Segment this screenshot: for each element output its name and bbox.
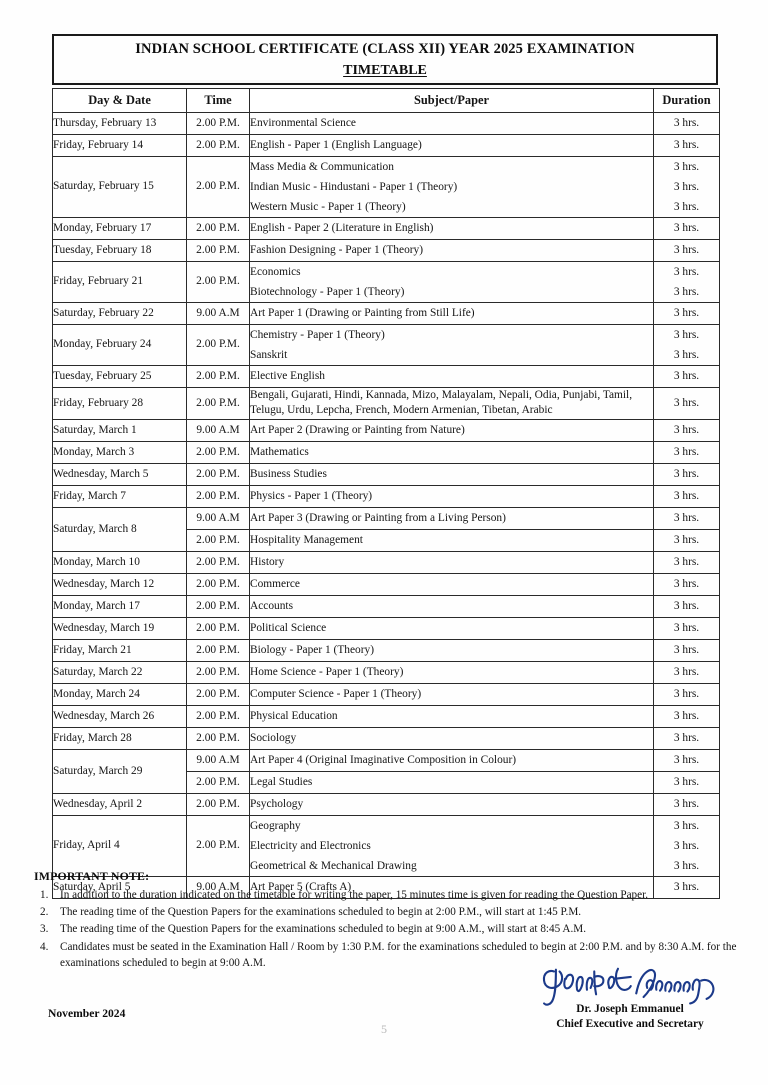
important-note-heading: IMPORTANT NOTE:: [34, 869, 150, 883]
cell-duration: 3 hrs.: [654, 595, 720, 617]
cell-time: 2.00 P.M.: [187, 463, 250, 485]
subject-line: Geography: [250, 819, 301, 832]
cell-time: 2.00 P.M.: [187, 529, 250, 551]
cell-subject: Physical Education: [250, 705, 654, 727]
cell-duration: 3 hrs.: [654, 793, 720, 815]
cell-subject: English - Paper 1 (English Language): [250, 135, 654, 157]
subject-line: Indian Music - Hindustani - Paper 1 (Theory): [250, 181, 458, 193]
table-row: [53, 639, 720, 661]
column-header-day: Day & Date: [53, 89, 187, 113]
note-text: Candidates must be seated in the Examination Hall / Room by 1:30 P.M. for the examinations scheduled to begin at 2:00 P.M. and by 8:30 A.M. for the examinations scheduled to begin at 9:00 A.M.: [60, 940, 737, 969]
cell-duration: 3 hrs.: [654, 135, 720, 157]
cell-day-date: Tuesday, February 18: [53, 240, 187, 262]
table-body: [53, 113, 720, 899]
cell-day-date: Wednesday, March 19: [53, 617, 187, 639]
table-row: [53, 218, 720, 240]
cell-time: 9.00 A.M: [187, 507, 250, 529]
table-row: [53, 793, 720, 815]
duration-line: 3 hrs.: [673, 349, 700, 361]
duration-line: 3 hrs.: [673, 329, 700, 341]
table-row: [53, 325, 720, 366]
important-note-section: [34, 869, 738, 972]
cell-time: 2.00 P.M.: [187, 388, 250, 420]
cell-subject: English - Paper 2 (Literature in English): [250, 218, 654, 240]
column-header-duration: Duration: [654, 89, 720, 113]
table-row: [53, 463, 720, 485]
cell-time: 2.00 P.M.: [187, 218, 250, 240]
cell-duration: 3 hrs.: [654, 463, 720, 485]
cell-duration: 3 hrs.: [654, 661, 720, 683]
cell-day-date: Friday, April 4: [53, 815, 187, 876]
table-row: [53, 262, 720, 303]
important-note-list: [34, 887, 738, 971]
duration-line: 3 hrs.: [673, 181, 700, 193]
cell-day-date: Tuesday, February 25: [53, 366, 187, 388]
cell-subject: Art Paper 3 (Drawing or Painting from a Living Person): [250, 507, 654, 529]
cell-time: 2.00 P.M.: [187, 617, 250, 639]
cell-duration: 3 hrs.: [654, 876, 720, 898]
cell-subject: Computer Science - Paper 1 (Theory): [250, 683, 654, 705]
table-row: [53, 366, 720, 388]
cell-subject: Psychology: [250, 793, 654, 815]
cell-time: 2.00 P.M.: [187, 705, 250, 727]
cell-duration: 3 hrs.: [654, 419, 720, 441]
cell-day-date: Wednesday, April 2: [53, 793, 187, 815]
note-number: 2.: [40, 906, 49, 919]
table-row: [53, 157, 720, 218]
subject-line: Sanskrit: [250, 349, 288, 361]
cell-time: 2.00 P.M.: [187, 639, 250, 661]
table-row: [53, 135, 720, 157]
table-header-row: [53, 89, 720, 113]
cell-subject: [250, 325, 654, 366]
cell-time: 2.00 P.M.: [187, 551, 250, 573]
duration-line: 3 hrs.: [673, 161, 700, 173]
note-number: 3.: [40, 923, 49, 936]
cell-day-date: Monday, March 17: [53, 595, 187, 617]
cell-day-date: Friday, February 21: [53, 262, 187, 303]
subject-line: Biotechnology - Paper 1 (Theory): [250, 286, 405, 298]
duration-line: 3 hrs.: [673, 286, 700, 298]
signatory-name: Dr. Joseph Emmanuel: [576, 1003, 684, 1015]
note-item: [34, 904, 738, 920]
cell-day-date: Saturday, March 1: [53, 419, 187, 441]
cell-time: 2.00 P.M.: [187, 135, 250, 157]
table-row: [53, 573, 720, 595]
cell-time: 9.00 A.M: [187, 749, 250, 771]
cell-day-date: Saturday, February 15: [53, 157, 187, 218]
cell-day-date: Friday, March 28: [53, 727, 187, 749]
note-item: [34, 887, 738, 903]
subject-line: Mass Media & Communication: [250, 161, 394, 173]
exam-timetable: [52, 88, 720, 899]
cell-duration: 3 hrs.: [654, 749, 720, 771]
note-number: 1.: [40, 889, 49, 901]
cell-subject: Bengali, Gujarati, Hindi, Kannada, Mizo, Malayalam, Nepali, Odia, Punjabi, Tamil, Telugu, Urdu, Lepcha, French, Modern Armenian, Tibetan, Arabic: [250, 388, 654, 420]
cell-time: 9.00 A.M: [187, 303, 250, 325]
cell-subject: Environmental Science: [250, 113, 654, 135]
subject-line: Geometrical & Mechanical Drawing: [250, 859, 417, 872]
cell-duration: 3 hrs.: [654, 240, 720, 262]
cell-duration: 3 hrs.: [654, 366, 720, 388]
cell-subject: Art Paper 4 (Original Imaginative Composition in Colour): [250, 749, 654, 771]
cell-day-date: Friday, February 14: [53, 135, 187, 157]
subject-line: Electricity and Electronics: [250, 839, 371, 852]
cell-time: 2.00 P.M.: [187, 262, 250, 303]
note-text: In addition to the duration indicated on the timetable for writing the paper, 15 minutes time is given for reading the Question Paper.: [60, 889, 648, 901]
cell-duration: 3 hrs.: [654, 617, 720, 639]
column-header-time: Time: [187, 89, 250, 113]
cell-time: 2.00 P.M.: [187, 113, 250, 135]
cell-time: 9.00 A.M: [187, 876, 250, 898]
cell-time: 2.00 P.M.: [187, 240, 250, 262]
cell-time: 2.00 P.M.: [187, 727, 250, 749]
cell-subject: [250, 262, 654, 303]
table-row: [53, 749, 720, 771]
cell-subject: Commerce: [250, 573, 654, 595]
cell-day-date: Saturday, March 29: [53, 749, 187, 793]
cell-day-date: Monday, March 10: [53, 551, 187, 573]
cell-subject: Business Studies: [250, 463, 654, 485]
subject-line: Chemistry - Paper 1 (Theory): [250, 329, 385, 341]
cell-duration: 3 hrs.: [654, 218, 720, 240]
duration-line: 3 hrs.: [673, 266, 700, 278]
table-row: [53, 303, 720, 325]
cell-time: 2.00 P.M.: [187, 157, 250, 218]
cell-subject: Hospitality Management: [250, 529, 654, 551]
table-row: [53, 705, 720, 727]
table-row: [53, 683, 720, 705]
cell-time: 2.00 P.M.: [187, 815, 250, 876]
cell-day-date: Saturday, February 22: [53, 303, 187, 325]
cell-time: 2.00 P.M.: [187, 366, 250, 388]
cell-duration: 3 hrs.: [654, 441, 720, 463]
cell-time: 2.00 P.M.: [187, 661, 250, 683]
cell-subject: Sociology: [250, 727, 654, 749]
cell-day-date: Monday, February 24: [53, 325, 187, 366]
issue-date: November 2024: [48, 1007, 126, 1020]
cell-subject: Legal Studies: [250, 771, 654, 793]
note-number: 4.: [40, 940, 49, 953]
duration-line: 3 hrs.: [673, 859, 700, 872]
table-header: [53, 89, 720, 113]
cell-subject: Art Paper 5 (Crafts A): [250, 876, 654, 898]
duration-line: 3 hrs.: [673, 201, 700, 213]
cell-subject: Physics - Paper 1 (Theory): [250, 485, 654, 507]
subject-line: Economics: [250, 266, 301, 278]
cell-duration: 3 hrs.: [654, 507, 720, 529]
cell-duration: 3 hrs.: [654, 551, 720, 573]
cell-subject: Mathematics: [250, 441, 654, 463]
page-title: INDIAN SCHOOL CERTIFICATE (CLASS XII) YEAR 2025 EXAMINATION: [135, 41, 635, 58]
table-row: [53, 595, 720, 617]
cell-day-date: Friday, February 28: [53, 388, 187, 420]
cell-duration: [654, 325, 720, 366]
table-row: [53, 551, 720, 573]
cell-duration: 3 hrs.: [654, 639, 720, 661]
subject-line: Western Music - Paper 1 (Theory): [250, 201, 406, 213]
cell-duration: 3 hrs.: [654, 303, 720, 325]
cell-subject: Elective English: [250, 366, 654, 388]
cell-day-date: Wednesday, March 5: [53, 463, 187, 485]
page-subtitle: TIMETABLE: [343, 62, 427, 78]
cell-duration: [654, 815, 720, 876]
cell-time: 2.00 P.M.: [187, 595, 250, 617]
cell-duration: 3 hrs.: [654, 573, 720, 595]
table-row: [53, 388, 720, 420]
cell-duration: 3 hrs.: [654, 388, 720, 420]
cell-duration: 3 hrs.: [654, 727, 720, 749]
cell-day-date: Monday, February 17: [53, 218, 187, 240]
cell-subject: [250, 157, 654, 218]
note-text: The reading time of the Question Papers for the examinations scheduled to begin at 2:00 P.M., will start at 1:45 P.M.: [60, 906, 582, 919]
cell-duration: 3 hrs.: [654, 683, 720, 705]
cell-day-date: Saturday, March 8: [53, 507, 187, 551]
cell-day-date: Friday, March 21: [53, 639, 187, 661]
cell-duration: [654, 262, 720, 303]
cell-subject: Biology - Paper 1 (Theory): [250, 639, 654, 661]
table-row: [53, 661, 720, 683]
cell-day-date: Friday, March 7: [53, 485, 187, 507]
cell-time: 2.00 P.M.: [187, 325, 250, 366]
cell-duration: 3 hrs.: [654, 771, 720, 793]
cell-subject: Art Paper 1 (Drawing or Painting from Still Life): [250, 303, 654, 325]
signatory-designation: Chief Executive and Secretary: [556, 1018, 704, 1031]
cell-time: 2.00 P.M.: [187, 573, 250, 595]
cell-day-date: Saturday, March 22: [53, 661, 187, 683]
cell-duration: 3 hrs.: [654, 485, 720, 507]
cell-duration: 3 hrs.: [654, 529, 720, 551]
cell-time: 2.00 P.M.: [187, 771, 250, 793]
cell-subject: Art Paper 2 (Drawing or Painting from Nature): [250, 419, 654, 441]
cell-day-date: Wednesday, March 26: [53, 705, 187, 727]
cell-duration: [654, 157, 720, 218]
timetable-container: [52, 88, 719, 899]
cell-subject: Home Science - Paper 1 (Theory): [250, 661, 654, 683]
page-number: 5: [381, 1022, 387, 1036]
cell-day-date: Thursday, February 13: [53, 113, 187, 135]
cell-day-date: Saturday, April 5: [53, 876, 187, 898]
note-item: [34, 921, 738, 937]
cell-duration: 3 hrs.: [654, 705, 720, 727]
cell-duration: 3 hrs.: [654, 113, 720, 135]
cell-day-date: Wednesday, March 12: [53, 573, 187, 595]
document-title-box: [52, 34, 718, 85]
cell-subject: Fashion Designing - Paper 1 (Theory): [250, 240, 654, 262]
table-row: [53, 617, 720, 639]
table-row: [53, 815, 720, 876]
cell-subject: [250, 815, 654, 876]
cell-subject: Political Science: [250, 617, 654, 639]
table-row: [53, 441, 720, 463]
cell-day-date: Monday, March 24: [53, 683, 187, 705]
column-header-subject: Subject/Paper: [250, 89, 654, 113]
cell-subject: History: [250, 551, 654, 573]
cell-time: 9.00 A.M: [187, 419, 250, 441]
table-row: [53, 507, 720, 529]
cell-time: 2.00 P.M.: [187, 485, 250, 507]
note-text: The reading time of the Question Papers for the examinations scheduled to begin at 9:00 A.M., will start at 8:45 A.M.: [60, 923, 587, 936]
table-row: [53, 419, 720, 441]
duration-line: 3 hrs.: [673, 819, 700, 832]
table-row: [53, 240, 720, 262]
cell-time: 2.00 P.M.: [187, 793, 250, 815]
table-row: [53, 113, 720, 135]
cell-subject: Accounts: [250, 595, 654, 617]
cell-time: 2.00 P.M.: [187, 683, 250, 705]
cell-day-date: Monday, March 3: [53, 441, 187, 463]
cell-time: 2.00 P.M.: [187, 441, 250, 463]
duration-line: 3 hrs.: [673, 839, 700, 852]
table-row: [53, 485, 720, 507]
table-row: [53, 727, 720, 749]
